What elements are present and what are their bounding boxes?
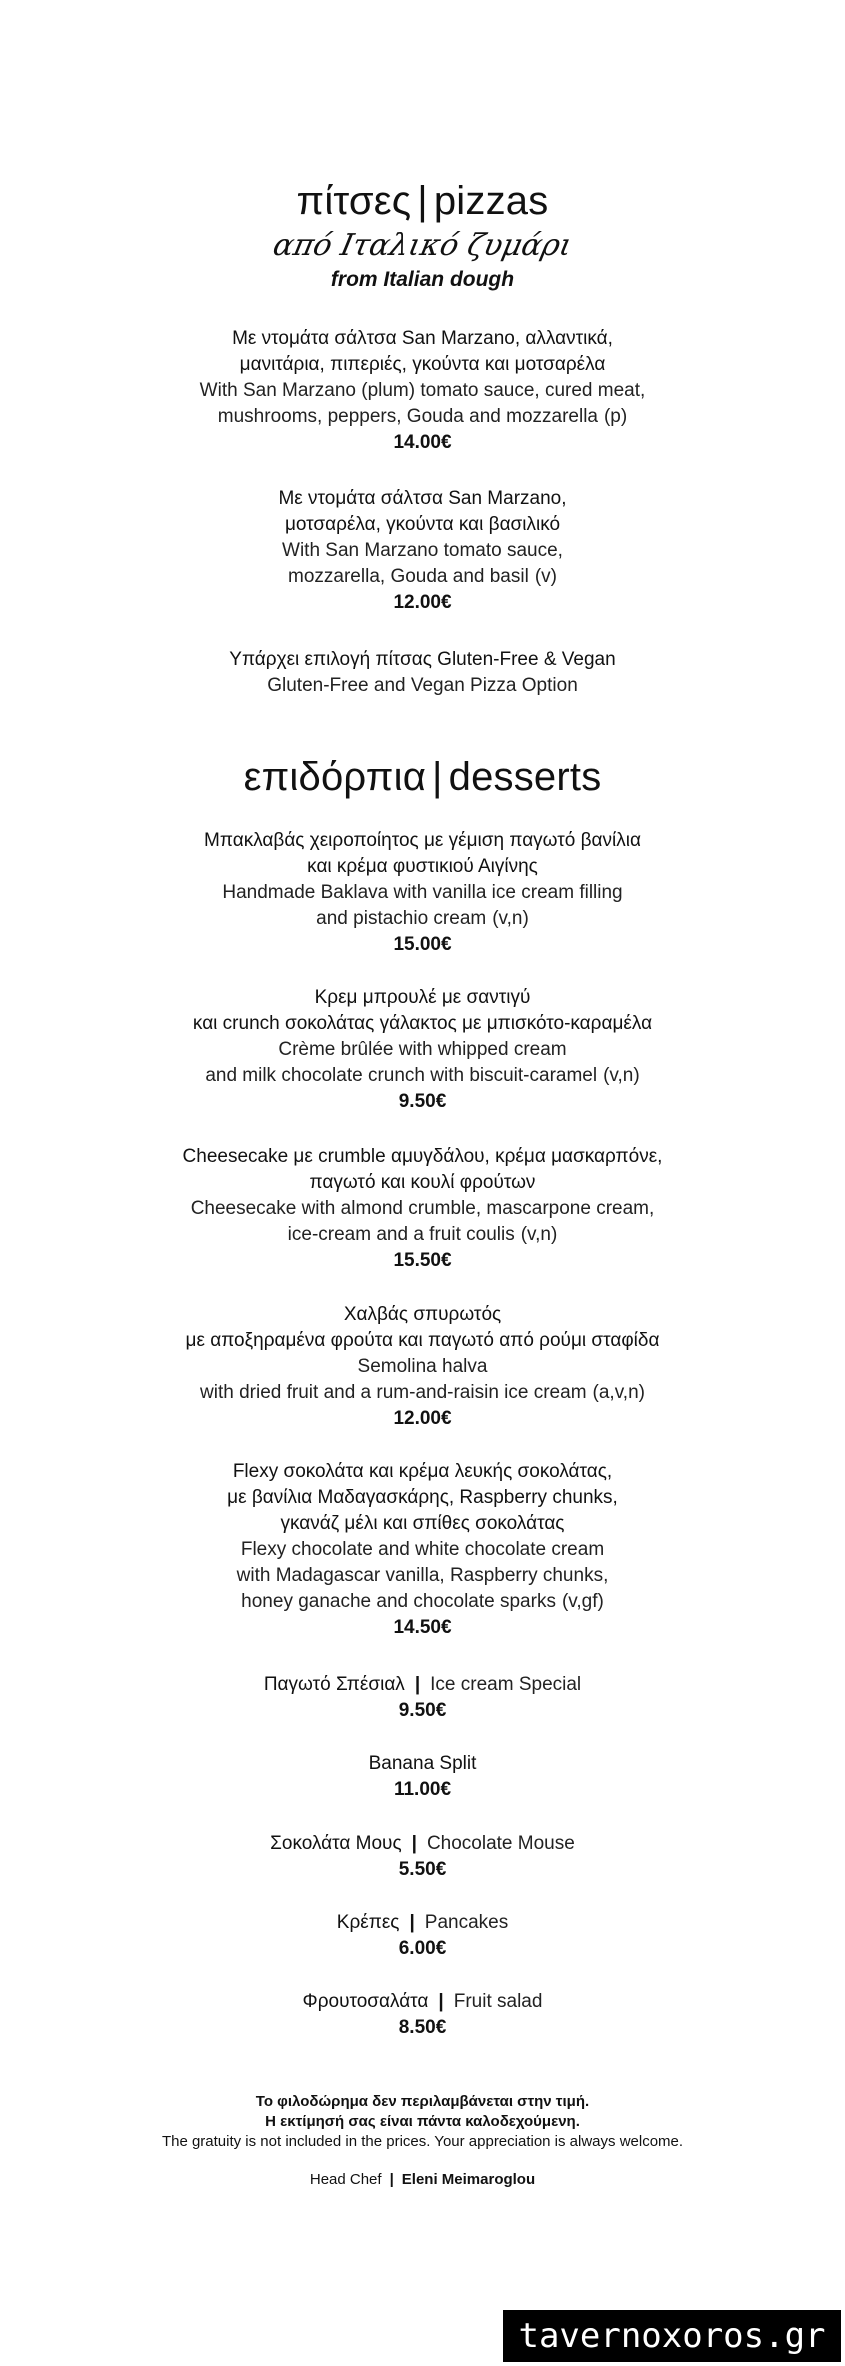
item-en-line: ice-cream and a fruit coulis xyxy=(287,1224,515,1245)
item-en-line: with dried fruit and a rum-and-raisin ice cream xyxy=(200,1382,587,1403)
dessert-item-1 xyxy=(0,828,845,958)
pizzas-title-gr: πίτσες xyxy=(296,179,412,223)
item-price: 6.00€ xyxy=(398,1938,447,1959)
item-en-line: With San Marzano tomato sauce, xyxy=(282,540,563,561)
item-en-line: with Madagascar vanilla, Raspberry chunks, xyxy=(236,1565,609,1586)
dessert-simple-2 xyxy=(0,1751,845,1803)
item-gr-line: Μπακλαβάς χειροποίητος με γέμιση παγωτό βανίλια xyxy=(204,830,641,851)
item-price: 15.00€ xyxy=(393,934,452,955)
item-gr-line: και κρέμα φυστικιού Αιγίνης xyxy=(307,856,538,877)
item-en-line: honey ganache and chocolate sparks xyxy=(241,1591,556,1612)
chef-name: Eleni Meimaroglou xyxy=(401,2171,536,2188)
dessert-simple-1 xyxy=(0,1672,845,1724)
simple-item-separator: | xyxy=(438,1991,444,2012)
simple-item-en: Chocolate Mouse xyxy=(426,1833,575,1854)
simple-item-separator: | xyxy=(414,1674,421,1695)
item-en-line: Cheesecake with almond crumble, mascarpone cream, xyxy=(190,1198,655,1219)
gratuity-note xyxy=(0,2092,845,2152)
item-tag: (v) xyxy=(534,566,557,587)
chef-label: Head Chef xyxy=(309,2171,382,2188)
item-gr-line: Με ντομάτα σάλτσα San Marzano, xyxy=(278,488,567,509)
item-en-line: Flexy chocolate and white chocolate cream xyxy=(240,1539,605,1560)
item-price: 8.50€ xyxy=(398,2017,447,2038)
item-en-line: With San Marzano (plum) tomato sauce, cured meat, xyxy=(199,380,646,401)
dessert-item-4 xyxy=(0,1302,845,1432)
gratuity-gr-line-2: Η εκτίμησή σας είναι πάντα καλοδεχούμενη. xyxy=(265,2113,580,2130)
item-tag: (v,n) xyxy=(520,1224,558,1245)
item-en-line: Semolina halva xyxy=(357,1356,488,1377)
desserts-title-gr: επιδόρπια xyxy=(243,755,427,799)
title-separator: | xyxy=(417,179,428,223)
item-tag: (v,gf) xyxy=(561,1591,604,1612)
dessert-item-2 xyxy=(0,985,845,1115)
item-price: 14.00€ xyxy=(393,432,452,453)
item-gr-line: Cheesecake με crumble αμυγδάλου, κρέμα μασκαρπόνε, xyxy=(182,1146,663,1167)
item-tag: (v,n) xyxy=(492,908,529,929)
pizza-option-gr: Υπάρχει επιλογή πίτσας Gluten-Free & Vegan xyxy=(229,649,616,670)
item-gr-line: μοτσαρέλα, γκούντα και βασιλικό xyxy=(284,514,561,535)
simple-item-gr: Σοκολάτα Μους xyxy=(270,1833,402,1854)
dessert-item-5 xyxy=(0,1459,845,1641)
simple-item-gr: Παγωτό Σπέσιαλ xyxy=(263,1674,405,1695)
dessert-simple-3 xyxy=(0,1831,845,1883)
item-gr-line: με αποξηραμένα φρούτα και παγωτό από ρούμι σταφίδα xyxy=(185,1330,660,1351)
chef-separator: | xyxy=(389,2171,394,2188)
pizza-option xyxy=(0,647,845,699)
simple-item-gr: Φρουτοσαλάτα xyxy=(302,1991,429,2012)
item-en-line: Handmade Baklava with vanilla ice cream filling xyxy=(222,882,623,903)
simple-item-en: Pancakes xyxy=(424,1912,509,1933)
item-en-line: Crème brûlée with whipped cream xyxy=(278,1039,567,1060)
item-tag: (a,v,n) xyxy=(592,1382,645,1403)
item-gr-line: μανιτάρια, πιπεριές, γκούντα και μοτσαρέλα xyxy=(239,354,606,375)
item-en-line: mushrooms, peppers, Gouda and mozzarella xyxy=(217,406,598,427)
pizzas-script-subtitle: από Ιταλικό ζυμάρι xyxy=(269,228,576,263)
gratuity-en-line: The gratuity is not included in the prices. Your appreciation is always welcome. xyxy=(161,2133,684,2150)
simple-item-en: Fruit salad xyxy=(453,1991,543,2012)
item-price: 9.50€ xyxy=(398,1700,447,1721)
item-price: 11.00€ xyxy=(393,1779,452,1800)
item-price: 12.00€ xyxy=(393,1408,452,1429)
pizzas-title xyxy=(0,177,845,225)
item-en-line: and milk chocolate crunch with biscuit-caramel xyxy=(205,1065,598,1086)
item-gr-line: γκανάζ μέλι και σπίθες σοκολάτας xyxy=(280,1513,565,1534)
item-en-line: mozzarella, Gouda and basil xyxy=(288,566,529,587)
pizzas-subtitle: from Italian dough xyxy=(330,268,515,291)
item-gr-line: και crunch σοκολάτας γάλακτος με μπισκότο-καραμέλα xyxy=(192,1013,653,1034)
item-gr-line: με βανίλια Μαδαγασκάρης, Raspberry chunks, xyxy=(227,1487,618,1508)
item-tag: (v,n) xyxy=(603,1065,640,1086)
item-gr-line: Κρεμ μπρουλέ με σαντιγύ xyxy=(314,987,531,1008)
item-gr-line: Με ντομάτα σάλτσα San Marzano, αλλαντικά, xyxy=(232,328,613,349)
item-price: 15.50€ xyxy=(393,1250,452,1271)
item-en-line: and pistachio cream xyxy=(316,908,487,929)
item-gr-line: Flexy σοκολάτα και κρέμα λευκής σοκολάτας, xyxy=(232,1461,613,1482)
item-tag: (p) xyxy=(603,406,628,427)
pizza-option-en: Gluten-Free and Vegan Pizza Option xyxy=(267,675,578,696)
simple-item-en: Ice cream Special xyxy=(430,1674,582,1695)
item-price: 9.50€ xyxy=(398,1091,447,1112)
item-price: 14.50€ xyxy=(393,1617,452,1638)
gratuity-gr-line-1: Το φιλοδώρημα δεν περιλαμβάνεται στην τιμή. xyxy=(255,2093,590,2110)
simple-item-gr: Banana Split xyxy=(368,1753,477,1774)
pizza-item-2 xyxy=(0,486,845,616)
desserts-title xyxy=(0,753,845,801)
head-chef-credit xyxy=(0,2170,845,2190)
simple-item-separator: | xyxy=(411,1833,417,1854)
item-gr-line: Χαλβάς σπυρωτός xyxy=(343,1304,502,1325)
item-price: 12.00€ xyxy=(393,592,452,613)
item-price: 5.50€ xyxy=(398,1859,447,1880)
desserts-title-en: desserts xyxy=(448,755,602,799)
site-watermark: tavernoxoros.gr xyxy=(503,2310,841,2362)
pizza-item-1 xyxy=(0,326,845,456)
dessert-simple-5 xyxy=(0,1989,845,2041)
simple-item-separator: | xyxy=(409,1912,415,1933)
title-separator: | xyxy=(432,755,443,799)
pizzas-title-en: pizzas xyxy=(433,179,549,223)
simple-item-gr: Κρέπες xyxy=(336,1912,400,1933)
dessert-simple-4 xyxy=(0,1910,845,1962)
item-gr-line: παγωτό και κουλί φρούτων xyxy=(309,1172,536,1193)
dessert-item-3 xyxy=(0,1144,845,1274)
